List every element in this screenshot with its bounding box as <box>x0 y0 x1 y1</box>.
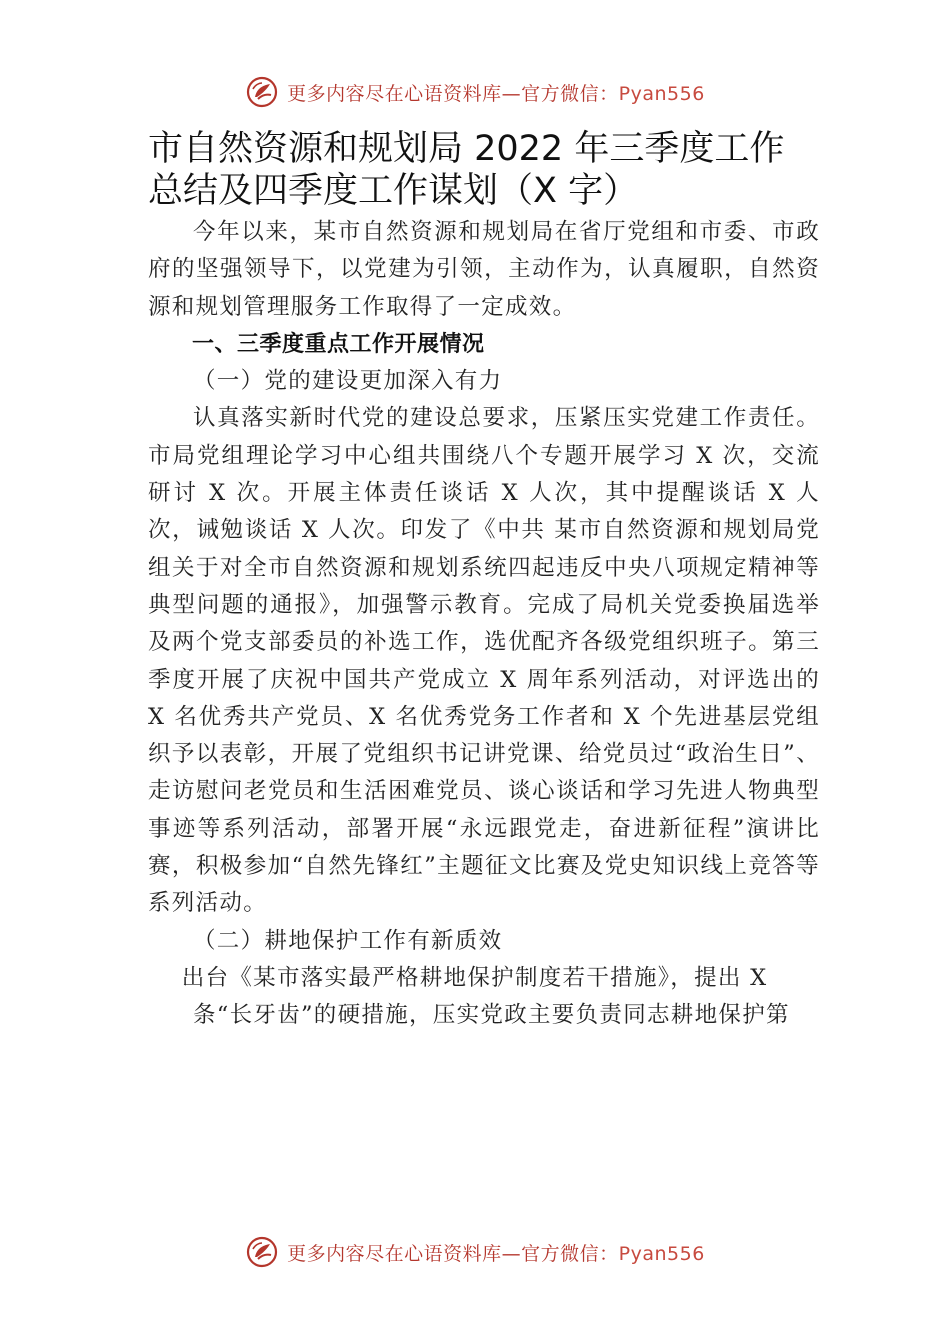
watermark-banner-bottom <box>0 1232 950 1272</box>
logo-icon <box>245 1235 279 1269</box>
body-paragraph-line: 条“长牙齿”的硬措施，压实党政主要负责同志耕地保护第 <box>193 1002 790 1029</box>
section-heading: 一、三季度重点工作开展情况 <box>192 331 485 357</box>
subsection-heading: （一）党的建设更加深入有力 <box>193 368 503 395</box>
document-title: 市自然资源和规划局 2022 年三季度工作总结及四季度工作谋划（X 字） <box>148 129 785 211</box>
watermark-banner-top <box>0 72 950 112</box>
wechat-id: Pyan556 <box>618 1242 705 1265</box>
body-paragraph-line: 出台《某市落实最严格耕地保护制度若干措施》，提出 X <box>181 964 768 991</box>
subsection-heading: （二）耕地保护工作有新质效 <box>193 927 503 954</box>
wechat-id: Pyan556 <box>618 82 705 105</box>
logo-icon <box>245 75 279 109</box>
watermark-text: 更多内容尽在心语资料库—官方微信：Pyan556 <box>287 82 705 105</box>
document-body <box>148 214 820 1035</box>
intro-paragraph: 今年以来，某市自然资源和规划局在省厅党组和市委、市政府的坚强领导下，以党建为引领，主动作为，认真履职，自然资源和规划管理服务工作取得了一定成效。 <box>148 219 820 320</box>
body-paragraph: 认真落实新时代党的建设总要求，压紧压实党建工作责任。市局党组理论学习中心组共围绕八个专题开展学习 X 次，交流研讨 X 次。开展主体责任谈话 X 人次，其中提醒谈话 X 人次，诫勉谈话 X 人次。印发了《中共 某市自然资源和规划局党组关于对全市自然资源和规划系统四起违反中央八项规定精神等典型问题的通报》，加强警示教育。完成了局机关党委换届选举及两个党支部委员的补选工作，选优配齐各级党组织班子。第三季度开展了庆祝中国共产党成立 X 周年系列活动，对评选出的 X 名优秀共产党员、X 名优秀党务工作者和 X 个先进基层党组织予以表彰，开展了党组织书记讲党课、给党员过“政治生日”、走访慰问老党员和生活困难党员、谈心谈话和学习先进人物典型事迹等系列活动，部署开展“永远跟党走，奋进新征程”演讲比赛，积极参加“自然先锋红”主题征文比赛及党史知识线上竞答等系列活动。 <box>148 405 820 917</box>
watermark-text: 更多内容尽在心语资料库—官方微信：Pyan556 <box>287 1242 705 1265</box>
